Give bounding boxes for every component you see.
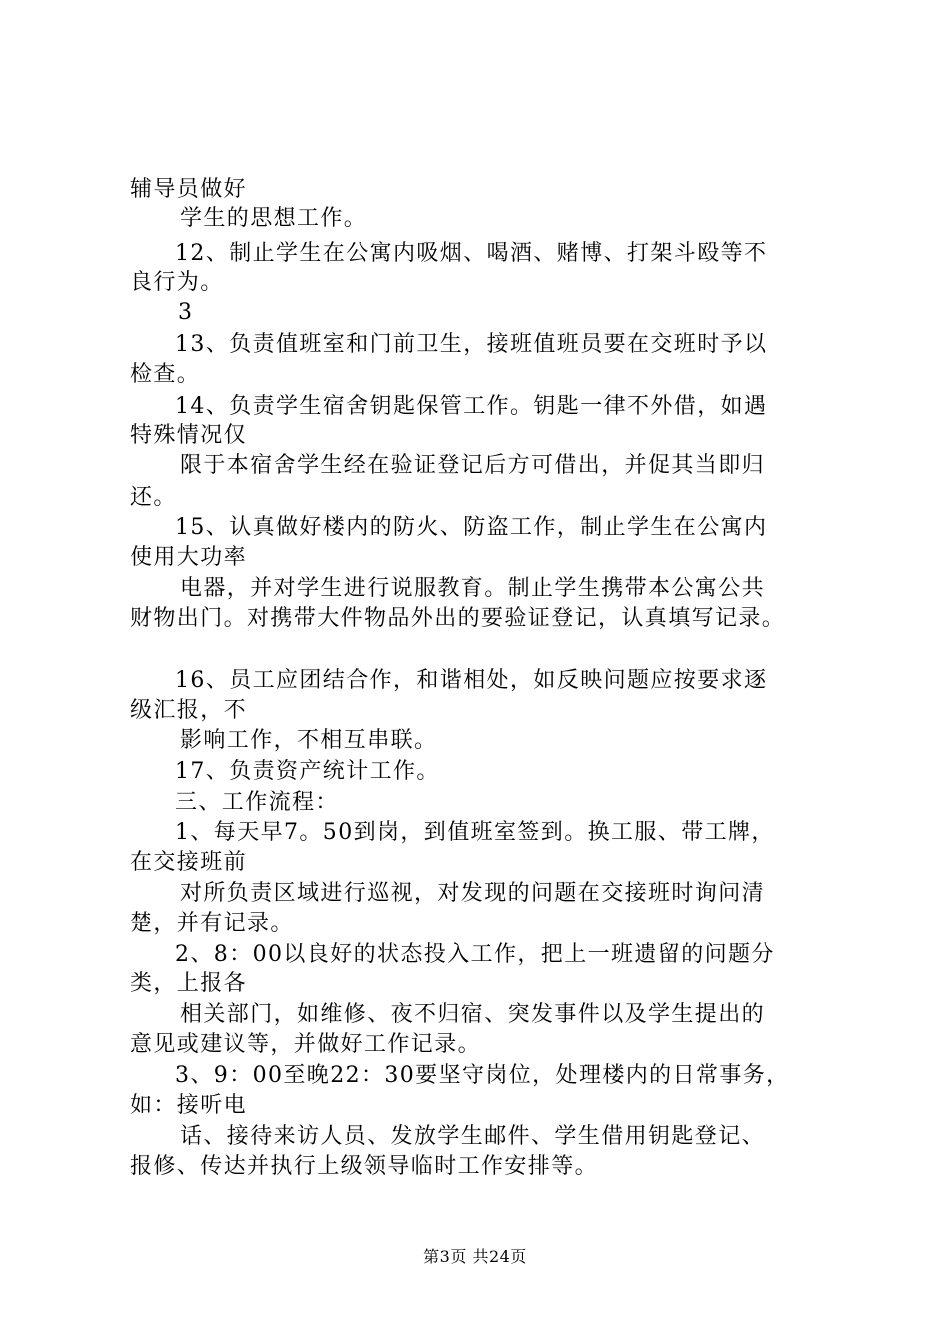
text-line-11: 还。 (130, 485, 177, 510)
text-line-30: 如：接听电 (130, 1093, 248, 1118)
text-line-20: 三、工作流程： (175, 790, 339, 815)
text-line-7: 检查。 (130, 362, 201, 387)
text-line-25: 2、8：00以良好的状态投入工作，把上一班遗留的问题分 (175, 942, 775, 967)
text-line-32: 报修、传达并执行上级领导临时工作安排等。 (130, 1154, 599, 1179)
text-line-19: 17、负责资产统计工作。 (175, 759, 440, 784)
text-line-28: 意见或建议等，并做好工作记录。 (130, 1032, 482, 1057)
text-line-27: 相关部门，如维修、夜不归宿、突发事件以及学生提出的 (180, 1002, 766, 1027)
text-line-9: 特殊情况仅 (130, 423, 248, 448)
text-line-2: 学生的思想工作。 (180, 206, 368, 231)
text-line-26: 类，上报各 (130, 971, 248, 996)
text-line-13: 使用大功率 (130, 545, 248, 570)
text-line-29: 3、9：00至晚22：30要坚守岗位，处理楼内的日常事务， (175, 1063, 790, 1088)
text-line-15: 财物出门。对携带大件物品外出的要验证登记，认真填写记录。 (130, 606, 786, 631)
text-line-23: 对所负责区域进行巡视，对发现的问题在交接班时询问清 (180, 881, 766, 906)
page-footer: 第3页 共24页 (423, 1247, 527, 1266)
text-line-17: 级汇报，不 (130, 698, 248, 723)
text-line-12: 15、认真做好楼内的防火、防盗工作，制止学生在公寓内 (175, 515, 768, 540)
text-line-31: 话、接待来访人员、发放学生邮件、学生借用钥匙登记、 (180, 1124, 766, 1149)
text-line-16: 16、员工应团结合作，和谐相处，如反映问题应按要求逐 (175, 668, 768, 693)
text-line-14: 电器，并对学生进行说服教育。制止学生携带本公寓公共 (180, 576, 766, 601)
text-line-21: 1、每天早7。50到岗，到值班室签到。换工服、带工牌， (175, 820, 775, 845)
text-line-3: 12、制止学生在公寓内吸烟、喝酒、赌博、打架斗殴等不 (175, 241, 768, 266)
text-line-8: 14、负责学生宿舍钥匙保管工作。钥匙一律不外借，如遇 (175, 394, 768, 419)
text-line-18: 影响工作，不相互串联。 (180, 728, 438, 753)
text-line-22: 在交接班前 (130, 850, 248, 875)
text-line-4: 良行为。 (130, 270, 224, 295)
text-line-24: 楚，并有记录。 (130, 911, 294, 936)
text-line-5: 3 (178, 300, 194, 325)
text-line-6: 13、负责值班室和门前卫生，接班值班员要在交班时予以 (175, 332, 768, 357)
text-line-10: 限于本宿舍学生经在验证登记后方可借出，并促其当即归 (180, 453, 766, 478)
text-line-1: 辅导员做好 (130, 177, 248, 202)
